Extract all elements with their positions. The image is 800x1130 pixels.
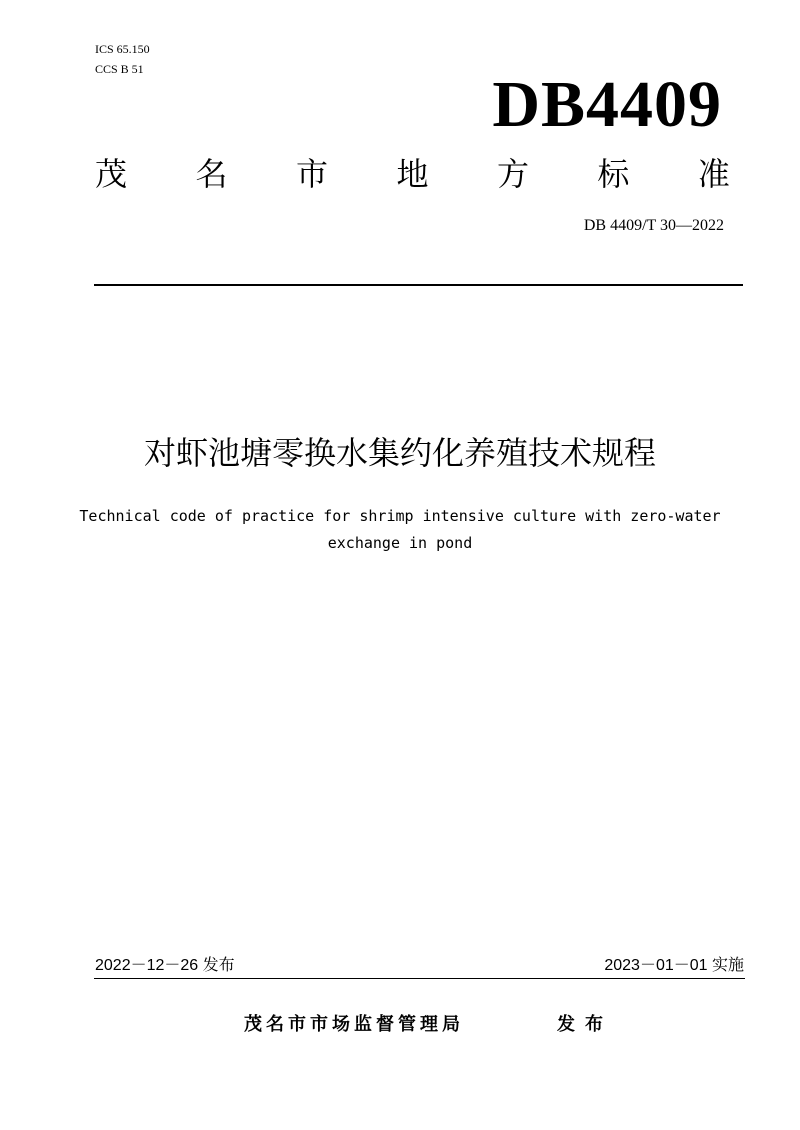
standard-type-heading [95,152,730,196]
implementation-date: 2023－01－01 实施 [604,957,744,974]
publish-label: 发布 [557,1014,613,1035]
ccs-code: CCS B 51 [95,62,144,76]
standard-type-char: 准 [697,155,730,193]
standard-type-char: 名 [195,155,228,193]
standard-type-char: 市 [295,155,328,193]
bottom-divider [94,978,745,979]
standard-type-char: 方 [496,155,529,193]
title-english-line-1: Technical code of practice for shrimp intensive culture with zero-water [79,507,721,525]
issue-date: 2022－12－26 发布 [95,957,235,974]
ics-code: ICS 65.150 [95,42,150,56]
standard-type-char: 地 [396,155,429,193]
db-code-logo: DB4409 [492,68,722,141]
issuing-authority: 茂名市市场监督管理局 [244,1014,464,1035]
standard-type-char: 标 [597,155,630,193]
top-divider [94,284,743,286]
standard-number: DB 4409/T 30—2022 [583,217,724,234]
standard-type-char: 茂 [95,155,128,193]
document-title-english [40,503,760,557]
title-english-line-2: exchange in pond [327,534,473,552]
document-title-chinese: 对虾池塘零换水集约化养殖技术规程 [143,434,656,472]
